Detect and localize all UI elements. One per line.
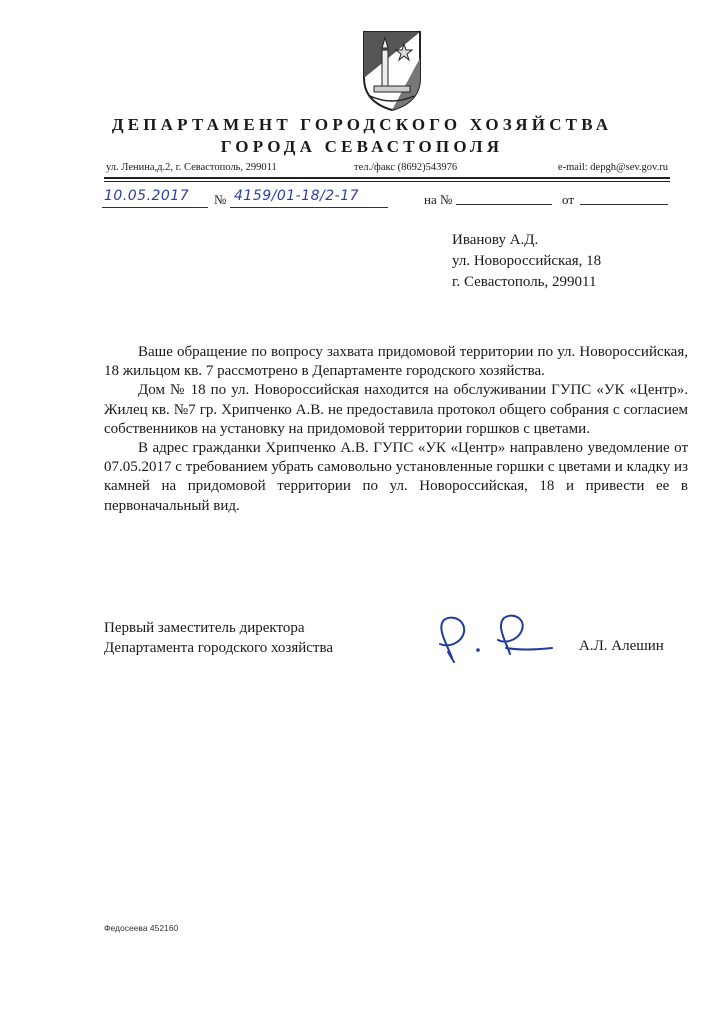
email-text: e-mail: depgh@sev.gov.ru <box>557 162 668 173</box>
executor-note: Федосеева 452160 <box>104 923 179 933</box>
contact-row <box>106 161 668 175</box>
registration-date: 10.05.2017 <box>104 188 190 204</box>
addressee-street: ул. Новороссийская, 18 <box>452 253 602 269</box>
reply-date-blank <box>580 204 668 205</box>
handwritten-signature <box>422 608 572 668</box>
addressee-city: г. Севастополь, 299011 <box>452 274 597 290</box>
city-emblem-icon <box>360 28 424 112</box>
signatory-position <box>104 618 333 658</box>
body-paragraph: В адрес гражданки Хрипченко А.В. ГУПС «УК «Центр» направлено уведомление от 07.05.2017 с требованием убрать самовольно установленные горшки с цветами и кладку из камней на придомовой территории по ул. Новороссийская, 18 и привести ее в первоначальный вид. <box>104 440 688 514</box>
address-text: ул. Ленина,д.2, г. Севастополь, 299011 <box>106 162 277 173</box>
body-paragraph: Дом № 18 по ул. Новороссийская находится на обслуживании ГУПС «УК «Центр». Жилец кв. №7 гр. Хрипченко А.В. не предоставила протокол общего собрания с согласием собственников на установку на придомовой территории горшков с цветами. <box>104 382 688 437</box>
number-label: № <box>214 192 227 207</box>
department-title: ДЕПАРТАМЕНТ ГОРОДСКОГО ХОЗЯЙСТВА <box>111 115 613 134</box>
from-label: от <box>562 192 575 207</box>
addressee-block <box>452 230 601 293</box>
position-line-2: Департамента городского хозяйства <box>104 640 334 656</box>
header-divider-thin <box>104 181 670 182</box>
signatory-name: А.Л. Алешин <box>579 638 664 654</box>
registration-number: 4159/01-18/2-17 <box>234 188 360 204</box>
registration-row <box>100 186 670 212</box>
body-paragraph: Ваше обращение по вопросу захвата придомовой территории по ул. Новороссийская, 18 жильцом кв. 7 рассмотрено в Департаменте городского хозяйства. <box>104 344 688 380</box>
reply-number-blank <box>456 204 552 205</box>
letter-body <box>104 343 688 516</box>
position-line-1: Первый заместитель директора <box>104 620 305 636</box>
reply-to-label: на № <box>424 192 453 207</box>
date-underline <box>102 207 208 208</box>
number-underline <box>230 207 388 208</box>
header-divider <box>104 177 670 179</box>
phone-text: тел./факс (8692)543976 <box>354 162 458 173</box>
addressee-name: Иванову А.Д. <box>452 232 539 248</box>
city-title: ГОРОДА СЕВАСТОПОЛЯ <box>220 137 504 156</box>
